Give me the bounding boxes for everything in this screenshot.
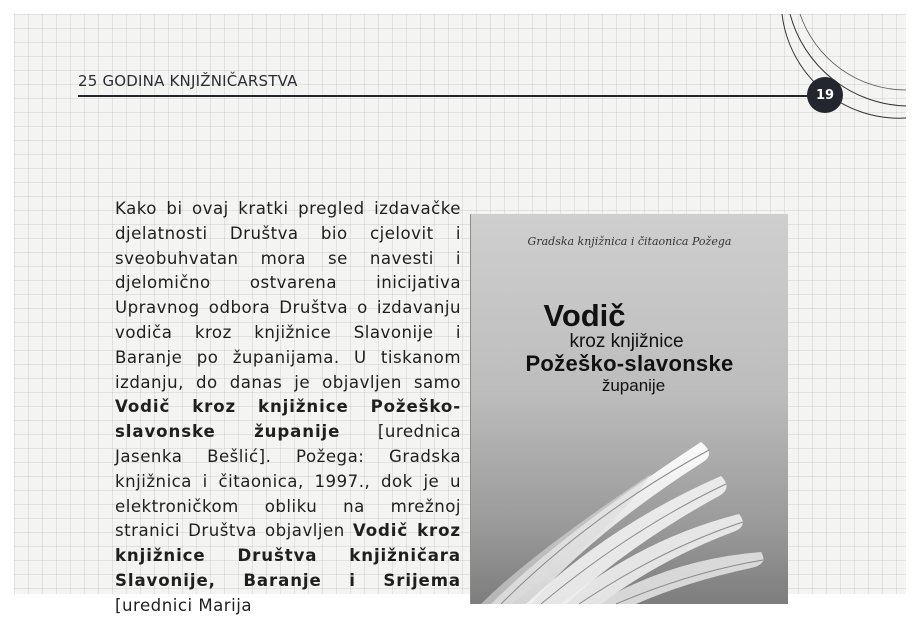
book-title-society-guide: Vodič kroz knjižnice Društva knjižničara Slavonije, Baranje i Srijema [115, 521, 461, 590]
cover-title-line-4: županije [601, 376, 666, 395]
article-paragraph [115, 197, 461, 619]
running-header-title: 25 GODINA KNJIŽNIČARSTVA [78, 72, 298, 90]
paragraph-text-1: Kako bi ovaj kratki pregled izdavačke djelatnosti Društva bio cjelovit i sveobuhvatan mora se navesti i djelomično ostvarena inicijativa Upravnog odbora Društva o izdavanju vodiča kroz knjižnice Slavonije i Baranje po županijama. U tiskanom izdanju, do danas je objavljen samo [115, 199, 461, 392]
book-title-pozega-guide: Vodič kroz knjižnice Požeško-slavonske županije [115, 397, 461, 442]
cover-title [471, 300, 788, 395]
cover-title-line-2: kroz knjižnice [569, 331, 684, 352]
cover-title-line-3: Požeško-slavonske [525, 351, 734, 376]
paragraph-text-2: [urednica Jasenka Bešlić]. Požega: Gradska knjižnica i čitaonica, 1997., dok je u elektroničkom obliku na mrežnoj stranici Društva objavljen [115, 422, 461, 541]
paragraph-text-3: [urednici Marija [115, 595, 253, 615]
cover-title-line-1: Vodič [543, 298, 626, 333]
cover-publisher: Gradska knjižnica i čitaonica Požega [527, 235, 732, 248]
page-number-badge: 19 [807, 77, 843, 113]
header-rule [78, 95, 826, 97]
book-cover-image [470, 214, 788, 604]
decorative-arcs [14, 14, 906, 214]
document-page [14, 14, 906, 615]
open-book-pages-illustration [471, 414, 788, 604]
